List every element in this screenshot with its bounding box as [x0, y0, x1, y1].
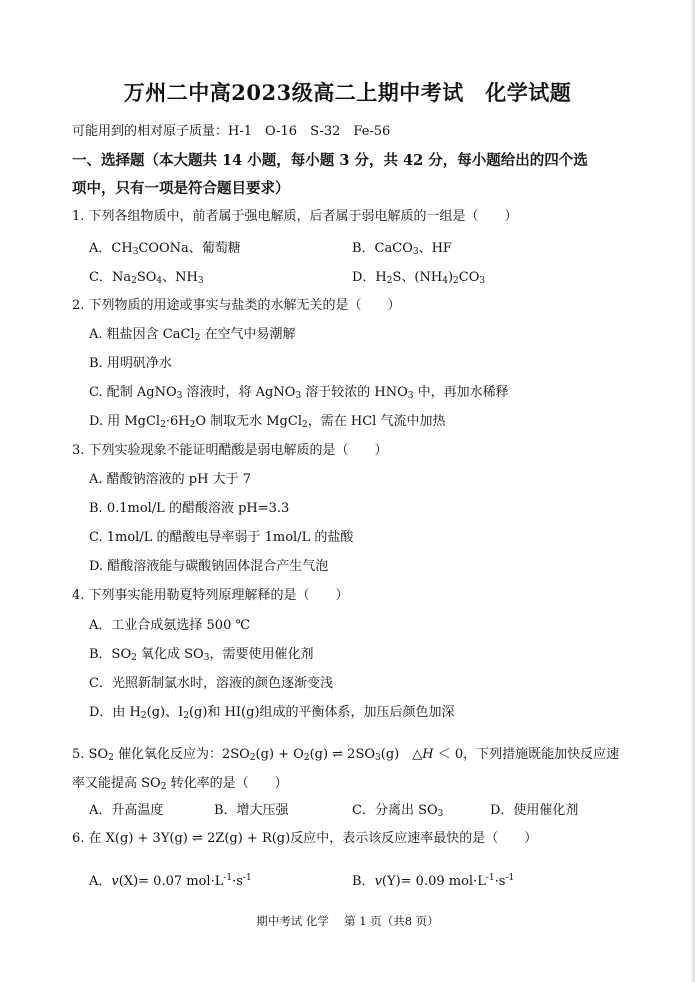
question-6-option-b: B．v(Y)= 0.09 $mol\cdot L^{-1}\cdot s^{-1}$ — [352, 873, 515, 889]
exam-title: 万州二中高2023级高二上期中考试 化学试题 — [123, 80, 572, 105]
question-2-option-c: C. 配制 AgNO$_3$ 溶液时，将 AgNO$_3$ 溶于较浓的 $HNO_3$ 中，再加水稀释 — [89, 385, 509, 401]
question-3-option-c: C. 1mol/L 的醋酸电导率弱于 1mol/L 的盐酸 — [89, 530, 354, 545]
question-2-option-a: A. 粗盐因含 CaCl$_2$ 在空气中易潮解 — [89, 327, 296, 343]
question-1-option-c: C．$Na_2SO_4$、$NH_3$ — [89, 270, 204, 286]
question-5-option-b: B．增大压强 — [214, 803, 289, 818]
question-4-option-d: D．由 $H_2(g)$、$I_2(g)$和 HI(g)组成的平衡体系，加压后颜色加深 — [89, 705, 455, 721]
question-6-option-a: A．v(X)= 0.07 $mol\cdot L^{-1}\cdot s^{-1}$ — [89, 873, 252, 889]
question-4-stem: 4. 下列事实能用勒夏特列原理解释的是（ ） — [72, 588, 349, 603]
page-total: 8 — [404, 914, 413, 928]
page-number: 1 — [359, 914, 367, 928]
question-3-option-a: A. 醋酸钠溶液的 pH 大于 7 — [89, 472, 251, 487]
question-3-option-d: D. 醋酸溶液能与碳酸钠固体混合产生气泡 — [89, 559, 329, 574]
question-2-option-b: B. 用明矾净水 — [89, 356, 172, 371]
question-3-option-b: B. 0.1mol/L 的醋酸溶液 pH=3.3 — [89, 501, 290, 516]
question-5-option-a: A．升高温度 — [89, 803, 164, 818]
question-5-stem-line1: 5. $SO_2$ 催化氧化反应为：$2SO_2(g) + O_2(g)$ ⇌ $2SO_3(g)$ △H ＜ 0，下列措施既能加快反应速 — [72, 747, 620, 763]
question-2-stem: 2. 下列物质的用途或事实与盐类的水解无关的是（ ） — [72, 298, 401, 313]
question-2-option-d: D. 用 $MgCl_2\cdot 6H_2O$ 制取无水 MgCl$_2$，需在 HCl 气流中加热 — [89, 414, 446, 430]
page-footer: 期中考试 化学 第 1 页（共8 页） — [256, 914, 439, 928]
question-4-option-b: B．$SO_2$ 氧化成 $SO_3$，需要使用催化剂 — [89, 647, 314, 663]
question-1-option-b: B．CaCO$_3$、HF — [352, 241, 452, 257]
question-4-option-c: C．光照新制氯水时，溶液的颜色逐渐变浅 — [89, 676, 333, 691]
question-4-option-a: A．工业合成氨选择 500 ℃ — [89, 618, 251, 633]
question-5-option-c: C．分离出 $SO_3$ — [352, 803, 444, 819]
question-3-stem: 3. 下列实验现象不能证明醋酸是弱电解质的是（ ） — [72, 443, 388, 458]
question-1-option-d: D．$H_2S$、$(NH_4)_2CO_3$ — [352, 270, 486, 286]
section-heading-line1: 一、选择题（本大题共 14 小题，每小题 3 分，共 42 分，每小题给出的四个选 — [72, 152, 588, 169]
atomic-masses: 可能用到的相对原子质量：H-1 O-16 S-32 Fe-56 — [72, 124, 391, 139]
question-1-option-a: A．$CH_3COONa$、葡萄糖 — [89, 241, 241, 257]
question-5-option-d: D．使用催化剂 — [490, 803, 579, 818]
question-5-stem-line2: 率又能提高 $SO_2$ 转化率的是（ ） — [72, 776, 288, 792]
question-6-stem: 6. 在 X(g) + 3Y(g) ⇌ 2Z(g) + R(g)反应中，表示该反应速率最快的是（ ） — [72, 831, 538, 846]
section-heading-line2: 项中，只有一项是符合题目要求） — [72, 180, 290, 197]
question-1-stem: 1. 下列各组物质中，前者属于强电解质，后者属于弱电解质的一组是（ ） — [72, 209, 518, 224]
